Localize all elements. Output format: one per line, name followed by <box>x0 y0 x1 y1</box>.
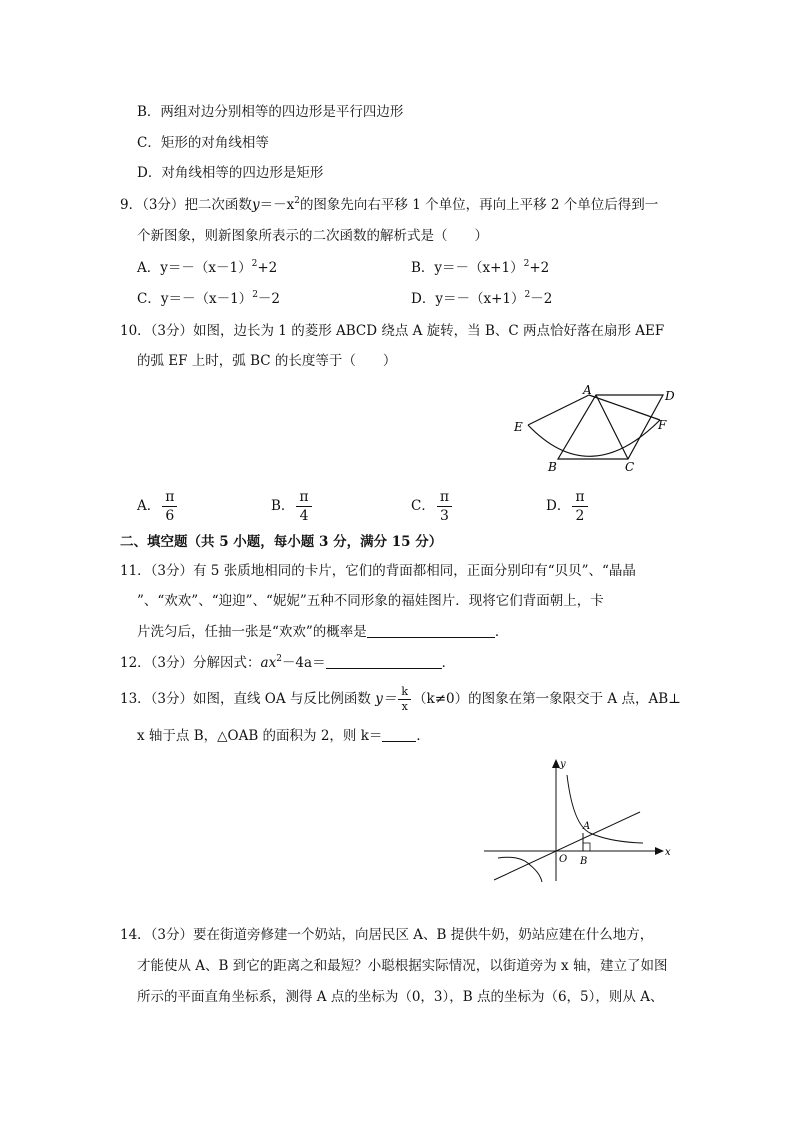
q9-option-a-expr: y＝－（x－1） <box>160 260 252 276</box>
q10-option-a-frac <box>162 489 177 524</box>
q9-func-rhs: ＝－x <box>259 197 295 213</box>
q10-option-b <box>271 487 314 525</box>
q12-text: 12．（3分）分解因式： <box>120 655 261 671</box>
label-x: x <box>665 847 671 858</box>
q9-option-c <box>137 290 280 308</box>
q11-line-3 <box>137 623 508 641</box>
label-a: A <box>583 821 591 832</box>
q9-option-b-exp: 2 <box>523 259 530 269</box>
q12-expr-b: －4a＝ <box>281 655 326 671</box>
q10-option-c <box>411 487 454 525</box>
q11-end: ． <box>494 624 509 640</box>
q10-option-b-den: 4 <box>299 508 309 524</box>
q13-y-eq: y＝ <box>375 691 397 707</box>
line-oa <box>494 812 640 880</box>
q9-stem <box>120 196 658 214</box>
right-angle-mark <box>583 843 590 851</box>
q9-stem-line-2: 个新图象，则新图象所表示的二次函数的解析式是（ ） <box>137 228 488 244</box>
q8-option-c: C．矩形的对角线相等 <box>137 135 269 151</box>
q10-option-c-num: π <box>437 489 452 507</box>
q10-option-c-frac <box>437 489 452 524</box>
q13-line-1 <box>120 682 681 716</box>
q13-frac-k-over-x <box>398 686 411 713</box>
q10-option-d-num: π <box>572 489 587 507</box>
q10-option-d-den: 2 <box>575 508 585 524</box>
q11-answer-blank[interactable] <box>367 623 495 638</box>
q9-option-b-tail: +2 <box>529 260 550 276</box>
q10-option-b-num: π <box>296 489 311 507</box>
q13-answer-blank[interactable] <box>382 727 416 742</box>
q10-option-d-letter: D． <box>546 498 571 514</box>
q9-option-d-exp: 2 <box>524 290 531 300</box>
q12-expr-a: ax <box>260 655 277 671</box>
q9-option-c-tail: －2 <box>257 291 281 307</box>
q11-line-3-text: 片洗匀后，任抽一张是“欢欢”的概率是 <box>137 624 367 640</box>
q9-option-a <box>137 259 277 277</box>
q9-option-d-tail: －2 <box>530 291 553 307</box>
rhombus-sector-figure <box>508 382 688 474</box>
label-y: y <box>560 759 566 770</box>
q10-option-d <box>546 487 590 525</box>
q11-line-1: 11．（3分）有 5 张质地相同的卡片，它们的背面都相同，正面分别印有“贝贝”、“晶晶 <box>120 563 636 579</box>
x-axis-arrow <box>655 847 664 855</box>
label-o: O <box>559 854 568 865</box>
q9-option-c-expr: y＝－（x－1） <box>160 291 253 307</box>
q10-option-c-den: 3 <box>439 508 449 524</box>
label-c: C <box>625 460 635 474</box>
q12-end: ． <box>441 655 456 671</box>
hyperbola-branch-1 <box>567 775 643 843</box>
q10-option-c-letter: C． <box>411 498 435 514</box>
q9-text-2: 的图象先向右平移 1 个单位，再向上平移 2 个单位后得到一 <box>299 197 659 213</box>
label-b: B <box>580 856 588 867</box>
q11-line-2: ”、“欢欢”、“迎迎”、“妮妮”五种不同形象的福娃图片．现将它们背面朝上，卡 <box>137 593 604 609</box>
q12-answer-blank[interactable] <box>326 654 442 669</box>
q13-text-2: （k≠0）的图象在第一象限交于 A 点，AB⊥ <box>413 691 681 707</box>
q9-option-d-letter: D． <box>411 291 436 307</box>
q8-option-b: B．两组对边分别相等的四边形是平行四边形 <box>137 104 404 120</box>
label-f: F <box>658 418 667 432</box>
arc-ef <box>528 420 660 456</box>
q9-text-1: 把二次函数 <box>184 197 252 213</box>
q14-line-2: 才能使从 A、B 到它的距离之和最短？小聪根据实际情况，以街道旁为 x 轴，建立了如图 <box>137 958 668 974</box>
q13-frac-den: x <box>401 700 408 713</box>
q9-func-lhs: y <box>251 197 260 213</box>
section-2-title: 二、填空题（共 5 小题，每小题 3 分，满分 15 分） <box>120 534 443 550</box>
label-b: B <box>548 460 557 474</box>
q9-option-b-expr: y＝－（x+1） <box>434 260 524 276</box>
q9-func-exp: 2 <box>294 196 300 206</box>
q9-option-b-letter: B． <box>411 260 435 276</box>
q9-option-c-letter: C． <box>137 291 161 307</box>
label-e: E <box>514 420 523 434</box>
inverse-function-graph <box>480 755 676 885</box>
q9-option-c-exp: 2 <box>252 290 258 300</box>
q12-expr-exp: 2 <box>276 654 282 664</box>
q13-frac-num: k <box>398 686 411 700</box>
q10-option-b-letter: B． <box>271 498 295 514</box>
radius-ae <box>528 395 589 425</box>
q10-option-a-letter: A． <box>137 498 161 514</box>
q9-option-a-tail: +2 <box>257 260 278 276</box>
q10-option-d-frac <box>572 489 587 524</box>
y-axis-arrow <box>552 759 560 768</box>
q10-option-a <box>137 487 179 525</box>
q13-text-1: 13．（3分）如图，直线 OA 与反比例函数 <box>120 691 376 707</box>
q9-option-a-letter: A． <box>137 260 161 276</box>
q9-number: 9． <box>120 197 143 213</box>
q14-line-3: 所示的平面直角坐标系，测得 A 点的坐标为（0，3），B 点的坐标为（6，5），则从 A、 <box>137 989 664 1005</box>
q9-option-a-exp: 2 <box>251 259 258 269</box>
radius-af <box>589 395 660 420</box>
label-a: A <box>583 383 592 397</box>
diagonal-ac <box>596 395 628 459</box>
rhombus-abcd <box>558 395 663 459</box>
q13-line-2 <box>137 727 430 745</box>
q9-option-d <box>411 290 552 308</box>
q9-score: （3分） <box>142 197 185 213</box>
q10-option-b-frac <box>296 489 311 524</box>
q10-option-a-num: π <box>162 489 177 507</box>
q8-option-d: D．对角线相等的四边形是矩形 <box>137 165 324 181</box>
q9-option-b <box>411 259 549 277</box>
q14-line-1: 14．（3分）要在街道旁修建一个奶站，向居民区 A、B 提供牛奶，奶站应建在什么地方， <box>120 927 654 943</box>
label-d: D <box>665 389 675 403</box>
q9-option-d-expr: y＝－（x+1） <box>435 291 525 307</box>
q13-end: ． <box>416 728 430 744</box>
q12-line <box>120 654 455 672</box>
q10-stem-line-1: 10．（3分）如图，边长为 1 的菱形 ABCD 绕点 A 旋转，当 B、C 两点恰好落在扇形 AEF <box>120 323 665 339</box>
q10-stem-line-2: 的弧 EF 上时，弧 BC 的长度等于（ ） <box>137 353 397 369</box>
q13-line-2-text: x 轴于点 B，△OAB 的面积为 2，则 k＝ <box>137 728 383 744</box>
q10-option-a-den: 6 <box>165 508 175 524</box>
